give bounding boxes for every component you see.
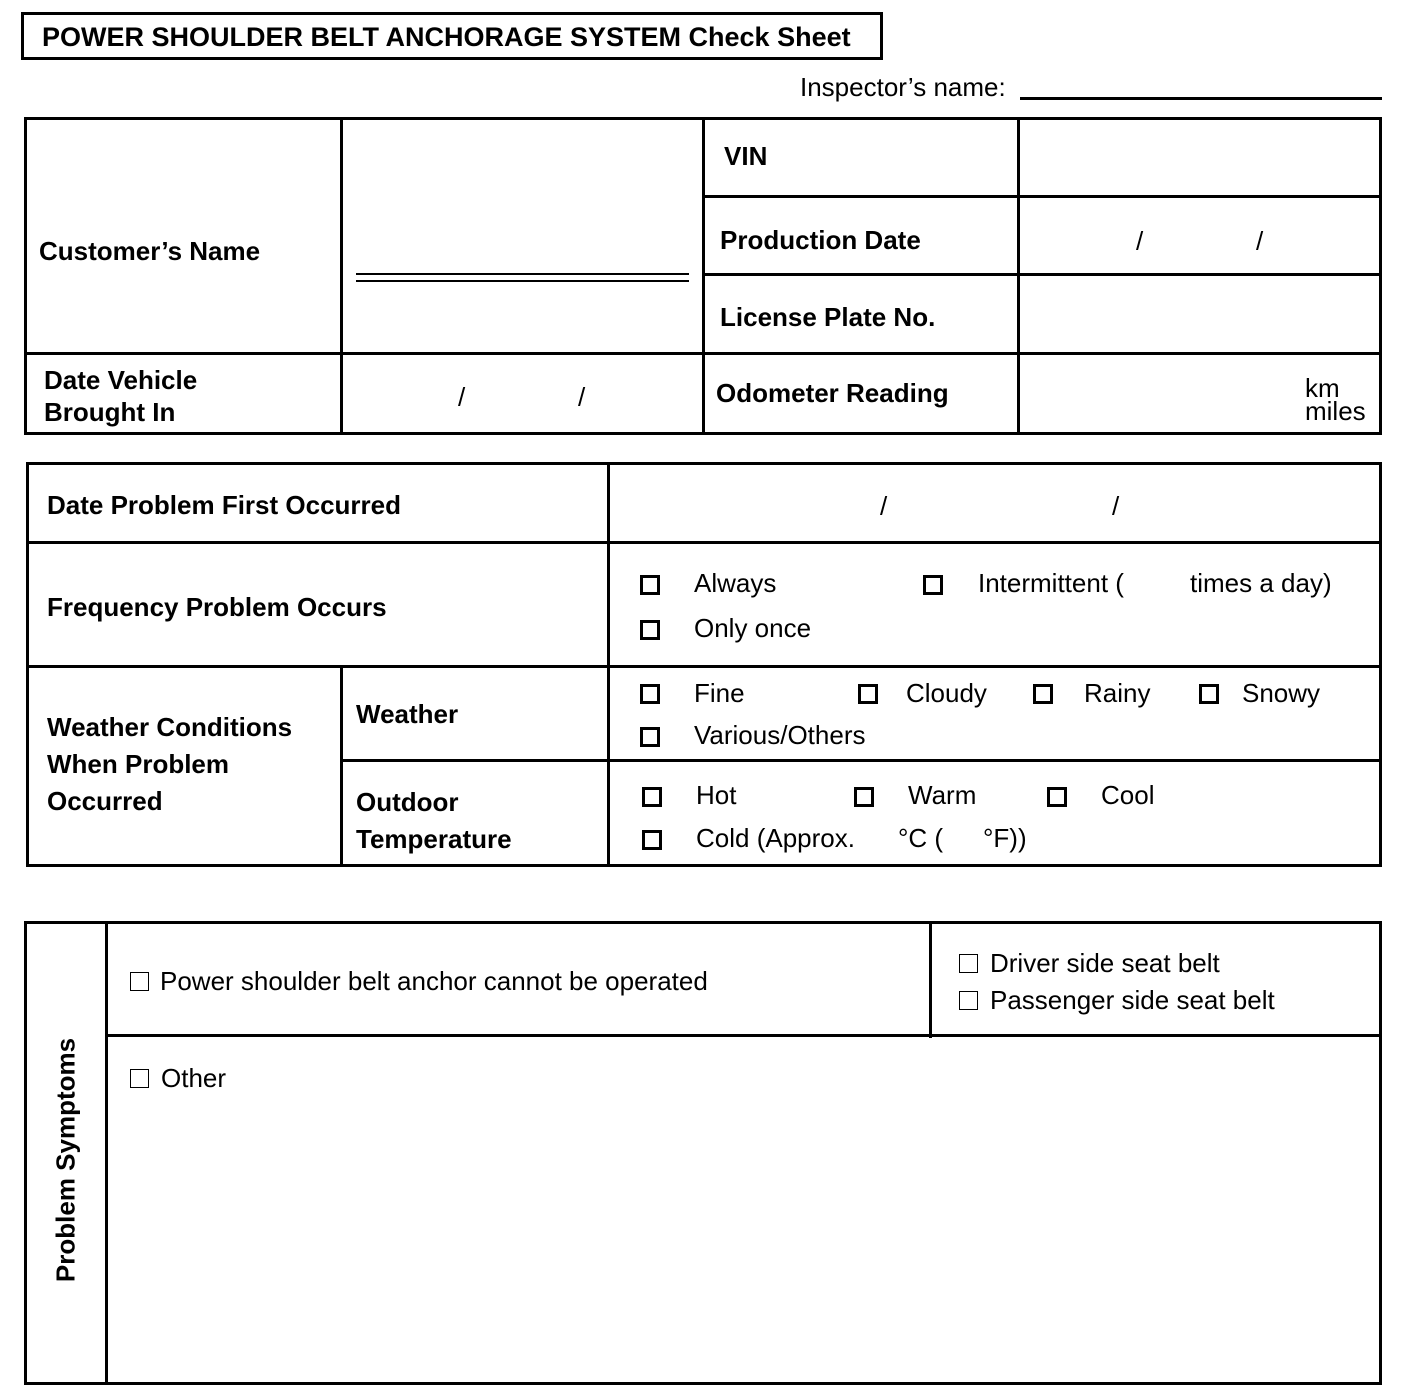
production-date-separator: /	[1256, 226, 1264, 256]
cloudy-checkbox[interactable]	[858, 684, 878, 704]
license-plate-label: License Plate No.	[720, 302, 936, 332]
problem-symptoms-label: Problem Symptoms	[50, 1037, 81, 1283]
production-date-separator: /	[1136, 226, 1144, 256]
fahrenheit-label: °F))	[983, 823, 1027, 853]
cool-checkbox[interactable]	[1047, 787, 1067, 807]
outdoor-temperature-label: Temperature	[356, 824, 512, 854]
cool-option-label: Cool	[1101, 780, 1155, 810]
production-date-label: Production Date	[720, 225, 921, 255]
vin-label: VIN	[724, 141, 768, 171]
inspector-name-field[interactable]	[1020, 97, 1382, 100]
customer-name-field[interactable]	[356, 200, 689, 270]
other-label: Other	[161, 1063, 227, 1093]
outdoor-temperature-label: Outdoor	[356, 787, 459, 817]
vin-field[interactable]	[1022, 122, 1376, 192]
frequency-label: Frequency Problem Occurs	[47, 592, 387, 622]
warm-checkbox[interactable]	[854, 787, 874, 807]
weather-conditions-label: When Problem	[47, 749, 230, 779]
only-once-checkbox[interactable]	[640, 620, 660, 640]
times-a-day-label: times a day)	[1190, 568, 1332, 598]
passenger-side-checkbox[interactable]	[959, 991, 978, 1010]
odometer-unit-km: km	[1305, 373, 1340, 403]
date-vehicle-brought-in-label: Date Vehicle	[44, 365, 198, 395]
intermittent-checkbox[interactable]	[923, 575, 943, 595]
date-vehicle-brought-in-label: Brought In	[44, 397, 176, 427]
date-problem-first-occurred-label: Date Problem First Occurred	[47, 490, 401, 520]
rainy-option-label: Rainy	[1084, 678, 1151, 708]
snowy-checkbox[interactable]	[1199, 684, 1219, 704]
anchor-not-operated-checkbox[interactable]	[130, 972, 149, 991]
driver-side-checkbox[interactable]	[959, 954, 978, 973]
snowy-option-label: Snowy	[1242, 678, 1321, 708]
odometer-label: Odometer Reading	[716, 378, 949, 408]
fine-option-label: Fine	[694, 678, 745, 708]
inspector-name-label: Inspector’s name:	[800, 72, 1006, 102]
always-option-label: Always	[694, 568, 777, 598]
license-plate-field[interactable]	[1022, 278, 1376, 348]
anchor-not-operated-label: Power shoulder belt anchor cannot be operated	[160, 966, 708, 996]
various-option-label: Various/Others	[694, 720, 866, 750]
celsius-label: °C (	[898, 823, 944, 853]
date-first-separator: /	[880, 491, 888, 521]
page-title: POWER SHOULDER BELT ANCHORAGE SYSTEM Check Sheet	[42, 22, 851, 52]
date-first-separator: /	[1112, 491, 1120, 521]
date-vehicle-separator: /	[578, 382, 586, 412]
other-details-area[interactable]	[120, 1100, 1370, 1370]
weather-conditions-label: Occurred	[47, 786, 163, 816]
intermittent-option-label: Intermittent (	[978, 568, 1124, 598]
weather-label: Weather	[356, 699, 459, 729]
fine-checkbox[interactable]	[640, 684, 660, 704]
other-checkbox[interactable]	[130, 1069, 149, 1088]
driver-side-label: Driver side seat belt	[990, 948, 1220, 978]
weather-conditions-label: Weather Conditions	[47, 712, 293, 742]
customer-name-label: Customer’s Name	[39, 236, 261, 266]
cold-option-label: Cold (Approx.	[696, 823, 855, 853]
rainy-checkbox[interactable]	[1033, 684, 1053, 704]
only-once-option-label: Only once	[694, 613, 812, 643]
cold-checkbox[interactable]	[642, 830, 662, 850]
hot-option-label: Hot	[696, 780, 737, 810]
always-checkbox[interactable]	[640, 575, 660, 595]
odometer-unit-miles: miles	[1305, 396, 1366, 426]
warm-option-label: Warm	[908, 780, 977, 810]
passenger-side-label: Passenger side seat belt	[990, 985, 1275, 1015]
date-vehicle-separator: /	[458, 382, 466, 412]
various-checkbox[interactable]	[640, 727, 660, 747]
cloudy-option-label: Cloudy	[906, 678, 987, 708]
hot-checkbox[interactable]	[642, 787, 662, 807]
